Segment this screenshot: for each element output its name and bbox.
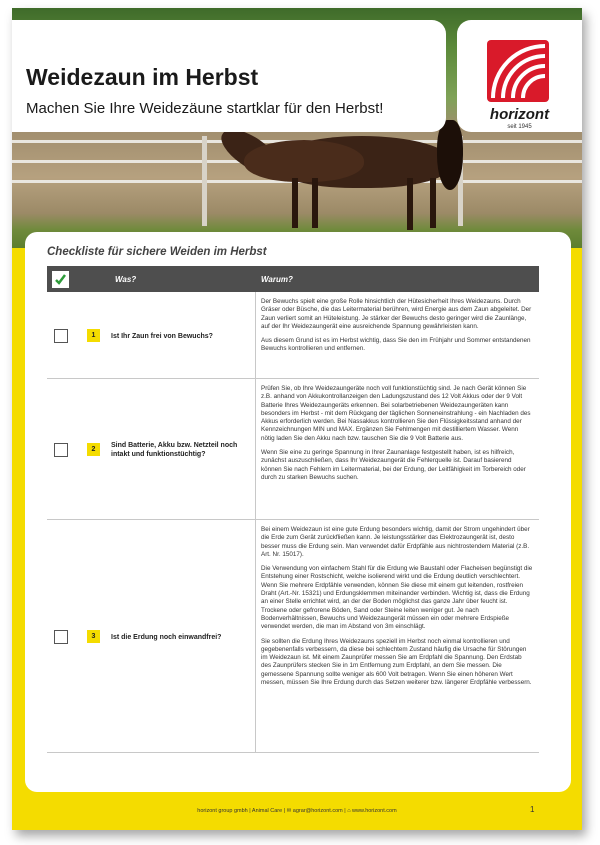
horse-leg — [312, 178, 318, 228]
answer-paragraph: Bei einem Weidezaun ist eine gute Erdung besonders wichtig, damit der Strom ungehindert über die Erde zum Gerät zurückfließen kann. Je leistungsstärker das Elektrozaungerät ist, desto besser muss die Erdung sein. Man verwendet dafür Erdpfähle aus nichtrostendem Material (z.B. Art. Nr. 15017). — [261, 526, 530, 558]
row-answer-cell — [261, 379, 539, 488]
checklist-card — [25, 232, 571, 792]
checklist-title: Checkliste für sichere Weiden im Herbst — [47, 246, 267, 258]
row-number: 2 — [87, 443, 100, 456]
page-subtitle: Machen Sie Ihre Weidezäune startklar für den Herbst! — [26, 100, 384, 117]
logo-since: seit 1945 — [507, 124, 532, 130]
footer-contact: horizont group gmbh | Animal Care | ✉ agrar@horizont.com | ⌂ www.horizont.com — [197, 808, 397, 814]
page-title: Weidezaun im Herbst — [26, 64, 259, 90]
row-number: 1 — [87, 329, 100, 342]
answer-paragraph: Aus diesem Grund ist es im Herbst wichtig, dass Sie den im Frühjahr und Sommer entstandenen Bewuchs kontrollieren und entfernen. — [261, 337, 531, 353]
horse-leg — [430, 178, 436, 228]
horse-leg — [407, 178, 413, 230]
answer-paragraph: Der Bewuchs spielt eine große Rolle hinsichtlich der Hütesicherheit Ihres Weidezauns. Durch Gräser oder Büsche, die das Leitermaterial berühren, wird Energie aus dem Zaun abgeleitet. Der Zaun verliert somit an Hüteleistung. Je stärker der Bewuchs desto geringer wird die Zaunlänge, auf der Ihr Weidezaungerät eine ausreichende Spannung gewährleisten kann. — [261, 298, 532, 330]
table-row — [47, 292, 539, 379]
answer-paragraph: Die Verwendung von einfachem Stahl für die Erdung wie Baustahl oder Flacheisen begünstigt die Entstehung einer Rostschicht, welche isolierend wirkt und die Erdung deutlich verschlechtert. Wenn Sie mehrere Erdpfähle verwenden, können Sie diese mit einem gut leitenden, rostfreien Draht (Art.-Nr. 15321) und Erdungsklemmen miteinander verbinden. Wichtig ist, dass die Erdung an einer Stelle errichtet wird, an der der Boden möglichst das ganze Jahr über feucht ist. Trockene oder gefrorene Böden, Sand oder Steine leiten weniger gut. Je nach Bodenverhältnissen, Bewuchs und Weidezaungerät müssen ein oder mehrere Erdspieße verwendet werden, die man im Abstand von 3m einschlägt. — [261, 565, 533, 631]
row-question: Ist Ihr Zaun frei von Bewuchs? — [111, 333, 213, 340]
row-answer-cell — [261, 292, 539, 360]
row-question-cell — [47, 292, 256, 378]
row-number: 3 — [87, 630, 100, 643]
row-question-cell — [47, 379, 256, 519]
logo-name: horizont — [489, 106, 550, 123]
row-question: Ist die Erdung noch einwandfrei? — [111, 634, 222, 641]
column-header-why: Warum? — [261, 275, 293, 284]
table-header — [47, 266, 539, 292]
checkmark-icon — [52, 271, 69, 288]
answer-paragraph: Wenn Sie eine zu geringe Spannung in Ihrer Zaunanlage festgestellt haben, ist es hilfreich, zunächst auszuschließen, dass Ihr Weidezaungerät die Fehlerquelle ist. Darauf basierend können Sie nach Fehlern im Leitermaterial, bei der Erdung, der Leitfähigkeit im Torbereich oder durch zu starken Bewuchs suchen. — [261, 449, 526, 481]
row-question: Sind Batterie, Akku bzw. Netzteil noch intakt und funktionstüchtig? — [111, 442, 238, 458]
checkbox[interactable] — [54, 329, 68, 343]
horizont-logo-icon — [487, 40, 549, 102]
table-row — [47, 520, 539, 753]
horse-tail — [437, 120, 463, 190]
table-row — [47, 379, 539, 520]
row-question-cell — [47, 520, 256, 752]
row-answer-cell — [261, 520, 539, 693]
fence-post — [202, 136, 207, 226]
header-card — [12, 20, 446, 132]
answer-paragraph: Prüfen Sie, ob Ihre Weidezaungeräte noch voll funktionstüchtig sind. Je nach Gerät können Sie z.B. anhand von Akkukontrollanzeigen den Ladungszustand des 12 Volt Akkus oder der 9 Volt Batterie Ihres Weidezaungeräts erkennen. Bei solarbetriebenen Weidezaungeräten kann besonders im Herbst - mit dem Rückgang der täglichen Sonneneinstrahlung - ein Nachladen des Akkus erforderlich werden. Bei Nassakkus kontrollieren Sie den Flüssigkeitsstand anhand der Kennzeichnungen MIN und MAX. Ergänzen Sie Fehlmengen mit destilliertem Wasser. Wenn nötig laden Sie den Akku nach bzw. tauschen Sie die 9 Volt Batterie aus. — [261, 385, 531, 442]
checkbox[interactable] — [54, 443, 68, 457]
page-number: 1 — [530, 805, 535, 814]
logo — [457, 20, 582, 132]
checkbox[interactable] — [54, 630, 68, 644]
column-header-what: Was? — [115, 275, 137, 284]
document-page — [12, 8, 582, 830]
horse-body — [244, 140, 364, 182]
horse-leg — [292, 178, 298, 228]
checklist-table — [47, 266, 539, 753]
answer-paragraph: Sie sollten die Erdung Ihres Weidezauns speziell im Herbst noch einmal kontrollieren und gegebenenfalls verbessern, da diese bei schlechtem Zustand häufig die Ursache für Störungen im Weidezaun ist. Mit einem Zaunprüfer messen Sie am Erdpfahl die Spannung. Den Erdstab des Zaunprüfers stecken Sie in 1m Entfernung zum Erdpfahl, an dem Sie messen. Die gemessene Spannung sollte weniger als 600 Volt betragen. Wenn Sie einen höheren Wert messen, müssen Sie Ihre Erdung durch das Setzen weiterer bzw. längerer Erdpfähle verbessern. — [261, 637, 532, 687]
